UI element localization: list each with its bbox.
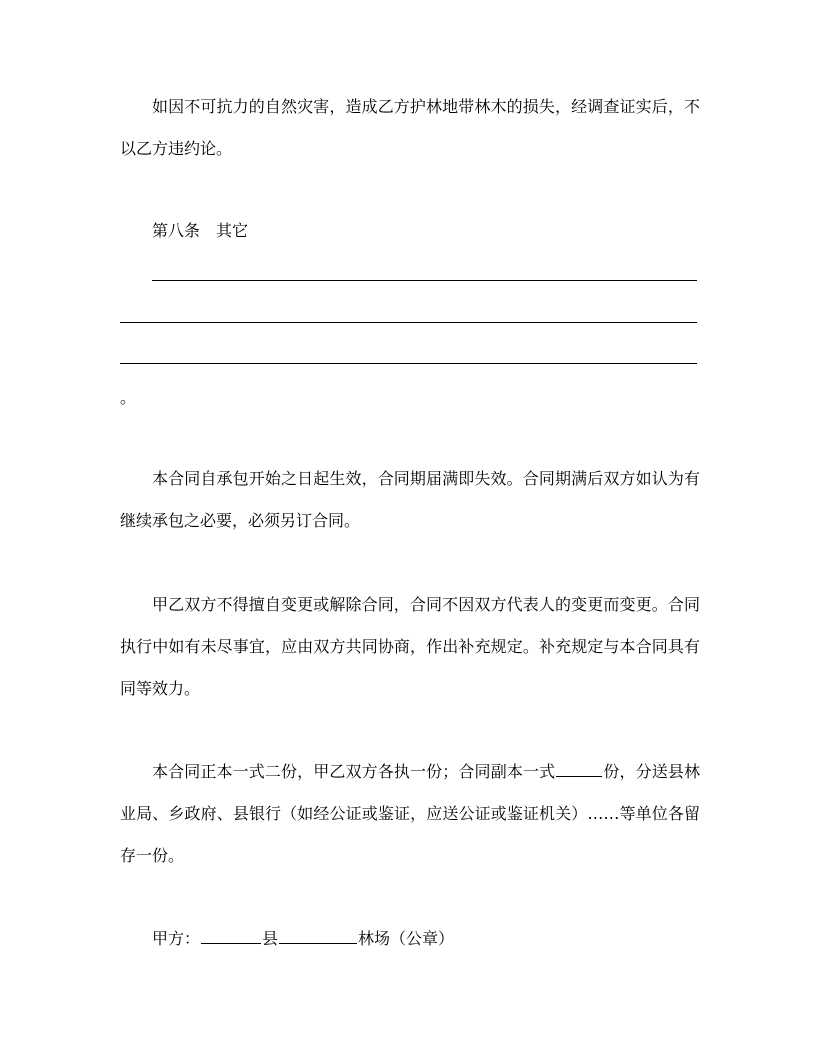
party-a-signature-line	[152, 927, 454, 949]
copies-count-blank	[556, 760, 602, 777]
fill-in-line-1	[152, 280, 697, 281]
copies-text-part1: 本合同正本一式二份，甲乙双方各执一份；合同副本一式	[152, 762, 556, 781]
force-majeure-paragraph: 如因不可抗力的自然灾害，造成乙方护林地带林木的损失，经调查证实后，不以乙方违约论。	[120, 97, 700, 158]
effective-term-paragraph: 本合同自承包开始之日起生效，合同期届满即失效。合同期满后双方如认为有继续承包之必要，必须另订合同。	[120, 469, 700, 530]
fill-in-line-3	[120, 363, 697, 364]
fill-in-line-2	[120, 322, 697, 323]
forest-farm-name-blank	[279, 927, 357, 944]
contract-copies-paragraph	[120, 751, 700, 877]
county-name-blank	[201, 927, 261, 944]
party-a-label: 甲方：	[152, 929, 201, 948]
county-label: 县	[262, 929, 279, 948]
copies-text-part2: 份，分送县林业局、乡政府、县银行（如经公证或鉴证，应送公证或鉴证机关）……等单位各留存一份。	[120, 762, 700, 865]
period-mark: 。	[120, 388, 137, 407]
forest-farm-label: 林场（公章）	[358, 929, 455, 948]
article-8-heading: 第八条 其它	[152, 221, 249, 240]
contract-changes-paragraph: 甲乙双方不得擅自变更或解除合同，合同不因双方代表人的变更而变更。合同执行中如有未尽事宜，应由双方共同协商，作出补充规定。补充规定与本合同具有同等效力。	[120, 595, 700, 698]
